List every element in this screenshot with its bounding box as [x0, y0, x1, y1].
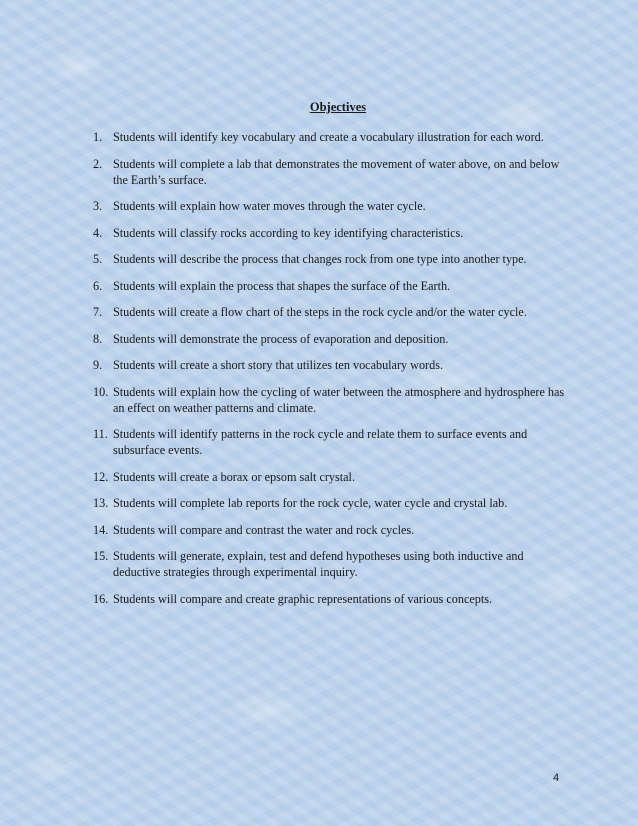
- objective-text: Students will compare and create graphic representations of various concepts.: [113, 591, 493, 606]
- objective-text: Students will demonstrate the process of evaporation and deposition.: [113, 331, 449, 346]
- objective-text: Students will identify key vocabulary and create a vocabulary illustration for each word.: [113, 130, 544, 144]
- objective-text: Students will complete lab reports for the rock cycle, water cycle and crystal lab.: [113, 496, 508, 510]
- objectives-list: [93, 129, 573, 607]
- objective-text: Students will explain the process that shapes the surface of the Earth.: [113, 278, 451, 293]
- objective-item: [93, 591, 573, 607]
- objective-item: [93, 426, 573, 458]
- objective-item: [93, 331, 573, 347]
- objective-text: Students will create a flow chart of the steps in the rock cycle and/or the water cycle.: [113, 305, 527, 319]
- objective-number: 10.: [93, 384, 109, 399]
- objective-item: [93, 225, 573, 241]
- objective-number: 8.: [93, 331, 103, 346]
- objective-number: 15.: [93, 549, 109, 563]
- objective-number: 14.: [93, 522, 109, 537]
- page-content: [93, 100, 573, 617]
- objective-text: Students will create a borax or epsom salt crystal.: [113, 469, 355, 484]
- page-number: 4: [553, 772, 560, 784]
- objective-text: Students will identify patterns in the rock cycle and relate them to surface events and subsurface events.: [113, 427, 528, 457]
- objective-item: [93, 251, 573, 267]
- objective-item: [93, 198, 573, 214]
- objective-item: [93, 156, 573, 188]
- objective-item: [93, 357, 573, 373]
- objective-text: Students will explain how water moves through the water cycle.: [113, 199, 426, 213]
- objective-text: Students will complete a lab that demonstrates the movement of water above, on and below the Earth’s surface.: [113, 156, 560, 187]
- objective-item: [93, 495, 573, 511]
- objective-text: Students will classify rocks according to key identifying characteristics.: [113, 225, 464, 240]
- page-title: Objectives: [309, 100, 367, 114]
- objective-number: 5.: [93, 252, 103, 266]
- objective-number: 3.: [93, 199, 103, 213]
- objective-number: 11.: [93, 427, 108, 441]
- objective-number: 16.: [93, 591, 109, 606]
- objective-item: [93, 278, 573, 294]
- objective-number: 6.: [93, 278, 103, 293]
- objective-number: 12.: [93, 469, 109, 484]
- objective-item: [93, 384, 573, 416]
- objective-text: Students will compare and contrast the water and rock cycles.: [113, 522, 415, 537]
- objective-number: 4.: [93, 225, 103, 240]
- objective-item: [93, 522, 573, 538]
- objective-text: Students will describe the process that changes rock from one type into another type.: [113, 252, 527, 266]
- objective-number: 13.: [93, 496, 109, 510]
- objective-text: Students will create a short story that utilizes ten vocabulary words.: [113, 358, 443, 372]
- objective-number: 1.: [93, 130, 103, 144]
- objective-item: [93, 469, 573, 485]
- objective-item: [93, 304, 573, 320]
- objective-text: Students will generate, explain, test and defend hypotheses using both inductive and deductive strategies through experimental inquiry.: [113, 549, 524, 579]
- objective-number: 9.: [93, 358, 103, 372]
- objective-text: Students will explain how the cycling of water between the atmosphere and hydrosphere has an effect on weather patterns and climate.: [113, 384, 565, 415]
- objective-item: [93, 129, 573, 145]
- objective-number: 2.: [93, 156, 103, 171]
- objective-number: 7.: [93, 305, 103, 319]
- objective-item: [93, 548, 573, 580]
